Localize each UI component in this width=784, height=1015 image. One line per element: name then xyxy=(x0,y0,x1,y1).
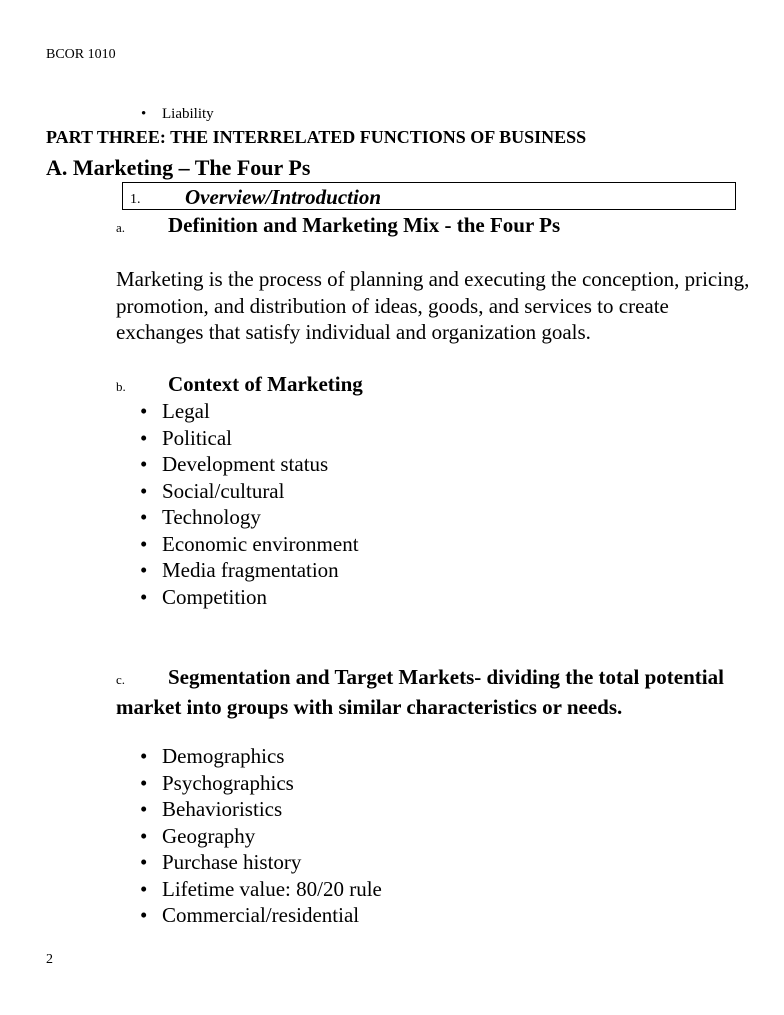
list-item: • Political xyxy=(140,425,232,450)
marketing-definition-paragraph: Marketing is the process of planning and executing the conception, pricing, promotion, and distribution of ideas, goods, and services to create exchanges that satisfy individual and organization goals. xyxy=(116,267,750,344)
subheading-title: Definition and Marketing Mix - the Four Ps xyxy=(168,213,561,237)
list-item: • Geography xyxy=(140,823,256,848)
list-item: • Behavioristics xyxy=(140,797,283,821)
list-item: • Lifetime value: 80/20 rule xyxy=(140,876,382,901)
bullet-icon: • xyxy=(140,876,148,901)
list-item: • Commercial/residential xyxy=(140,903,360,927)
bullet-icon: • xyxy=(140,903,148,927)
subheading-letter: c. xyxy=(116,672,126,687)
subheading-c xyxy=(116,664,726,720)
list-item: • Competition xyxy=(140,584,267,609)
page-header: BCOR 1010 xyxy=(46,47,116,62)
bullet-icon: • xyxy=(140,505,148,529)
bullet-icon: • xyxy=(140,744,148,768)
context-list xyxy=(140,398,359,610)
page-number: 2 xyxy=(46,952,53,967)
subheading-title: Context of Marketing xyxy=(168,372,363,396)
list-item: • Legal xyxy=(140,399,210,423)
subheading-a xyxy=(116,213,560,238)
subheading-b xyxy=(116,372,363,397)
list-item-text: Liability xyxy=(162,106,214,122)
bullet-icon: • xyxy=(140,399,148,423)
bullet-icon: • xyxy=(140,452,148,476)
heading-title: Overview/Introduction xyxy=(185,185,382,209)
overview-heading-box xyxy=(122,182,736,210)
bullet-icon: • xyxy=(140,797,148,821)
bullet-icon: • xyxy=(140,850,148,874)
list-item: • Development status xyxy=(140,452,329,476)
bullet-icon: • xyxy=(140,425,148,450)
list-item-liability xyxy=(141,106,214,123)
subheading-letter: b. xyxy=(116,379,126,394)
bullet-icon: • xyxy=(141,106,147,122)
part-title: PART THREE: THE INTERRELATED FUNCTIONS OF BUSINESS xyxy=(46,127,587,147)
bullet-icon: • xyxy=(140,770,148,795)
list-item: • Demographics xyxy=(140,744,285,768)
bullet-icon: • xyxy=(140,531,148,556)
subheading-letter: a. xyxy=(116,220,126,235)
list-item: • Economic environment xyxy=(140,531,359,556)
bullet-icon: • xyxy=(140,823,148,848)
bullet-icon: • xyxy=(140,558,148,582)
section-heading: A. Marketing – The Four Ps xyxy=(46,155,311,180)
list-item: • Psychographics xyxy=(140,770,294,795)
list-item: • Purchase history xyxy=(140,850,302,874)
list-item: • Social/cultural xyxy=(140,478,285,503)
subheading-title: Segmentation and Target Markets- dividing the total potential market into groups with similar characteristics or needs. xyxy=(116,665,724,719)
list-item: • Technology xyxy=(140,505,261,529)
list-item: • Media fragmentation xyxy=(140,558,339,582)
bullet-icon: • xyxy=(140,478,148,503)
bullet-icon: • xyxy=(140,584,148,609)
segmentation-list xyxy=(140,743,382,929)
heading-number: 1. xyxy=(130,192,141,207)
